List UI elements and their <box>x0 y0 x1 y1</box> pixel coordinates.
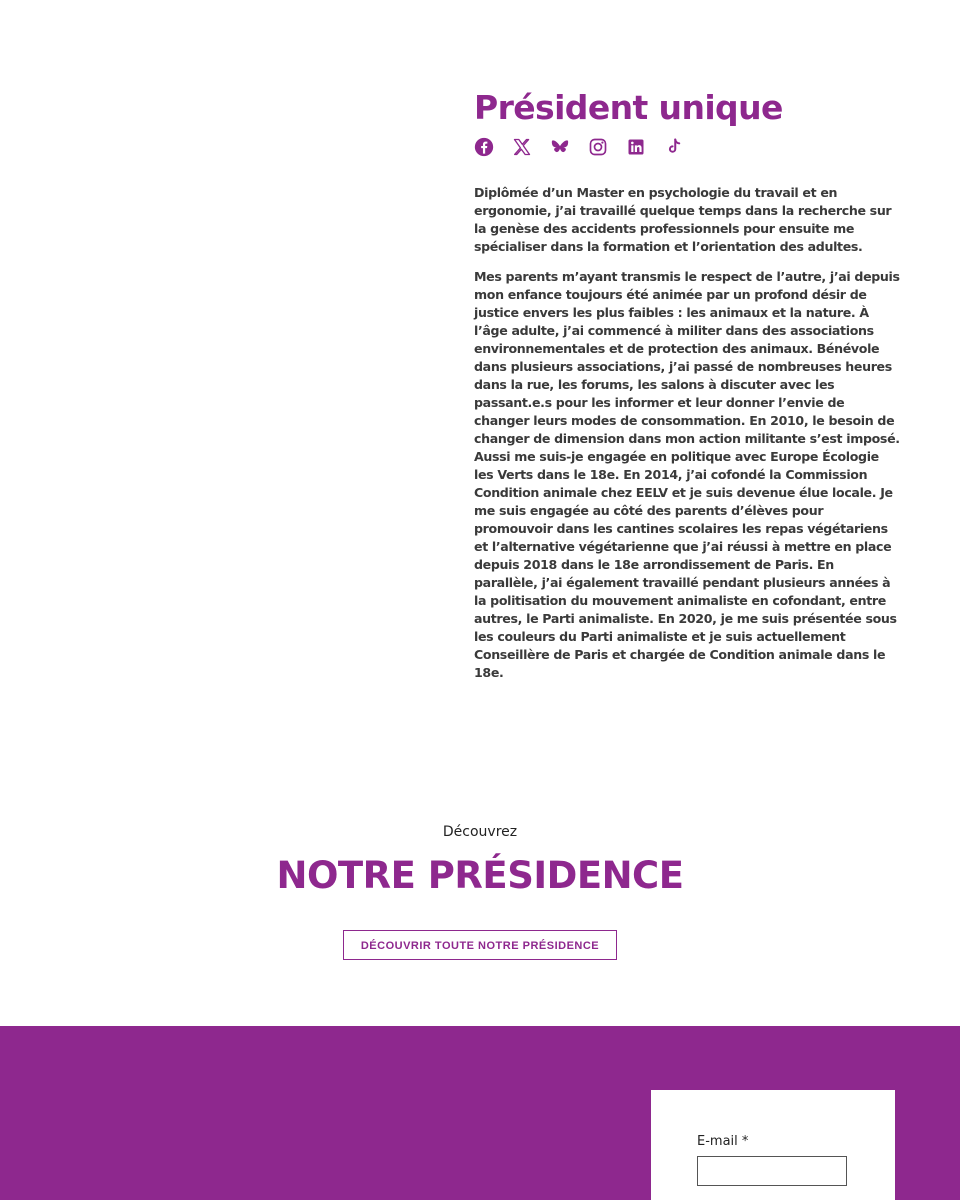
bio-title: Président unique <box>474 88 783 127</box>
x-twitter-icon <box>512 137 532 157</box>
social-links <box>474 136 900 158</box>
bio-text <box>474 184 900 682</box>
x-twitter-link[interactable] <box>512 137 532 157</box>
discover-presidency-button[interactable]: DÉCOUVRIR TOUTE NOTRE PRÉSIDENCE <box>343 930 617 960</box>
newsletter-band <box>0 1026 960 1200</box>
tiktok-icon <box>664 137 684 157</box>
bio-paragraph-education: Diplômée d’un Master en psychologie du travail et en ergonomie, j’ai travaillé quelque temps dans la recherche sur la genèse des accidents professionnels pour ensuite me spécialiser dans la formation et l’orientation des adultes. <box>474 185 892 254</box>
bluesky-link[interactable] <box>550 137 570 157</box>
discover-title: NOTRE PRÉSIDENCE <box>276 854 684 897</box>
bluesky-icon <box>550 137 570 157</box>
newsletter-form <box>651 1090 895 1200</box>
facebook-icon <box>474 137 494 157</box>
facebook-link[interactable] <box>474 137 494 157</box>
linkedin-icon <box>626 137 646 157</box>
email-input[interactable] <box>697 1156 847 1186</box>
bio-paragraph-activism: Mes parents m’ayant transmis le respect de l’autre, j’ai depuis mon enfance toujours été animée par un profond désir de justice envers les plus faibles : les animaux et la nature. À l’âge adulte, j’ai commencé à militer dans des associations environnementales et de protection des animaux. Bénévole dans plusieurs associations, j’ai passé de nombreuses heures dans la rue, les forums, les salons à discuter avec les passant.e.s pour les informer et leur donner l’envie de changer leurs modes de consommation. En 2010, le besoin de changer de dimension dans mon action militante s’est imposé. Aussi me suis-je engagée en politique avec Europe Écologie les Verts dans le 18e. En 2014, j’ai cofondé la Commission Condition animale chez EELV et je suis devenue élue locale. Je me suis engagée au côté des parents d’élèves pour promouvoir dans les cantines scolaires les repas végétariens et l’alternative végétarienne que j’ai réussi à mettre en place depuis 2018 dans le 18e arrondissement de Paris. En parallèle, j’ai également travaillé pendant plusieurs années à la politisation du mouvement animaliste en cofondant, entre autres, le Parti animaliste. En 2020, je me suis présentée sous les couleurs du Parti animaliste et je suis actuellement Conseillère de Paris et chargée de Condition animale dans le 18e. <box>474 269 900 680</box>
discover-kicker: Découvrez <box>442 824 518 840</box>
email-label: E-mail * <box>697 1134 749 1149</box>
linkedin-link[interactable] <box>626 137 646 157</box>
tiktok-link[interactable] <box>664 137 684 157</box>
instagram-icon <box>588 137 608 157</box>
discover-section <box>0 820 960 960</box>
instagram-link[interactable] <box>588 137 608 157</box>
president-bio <box>474 86 900 694</box>
